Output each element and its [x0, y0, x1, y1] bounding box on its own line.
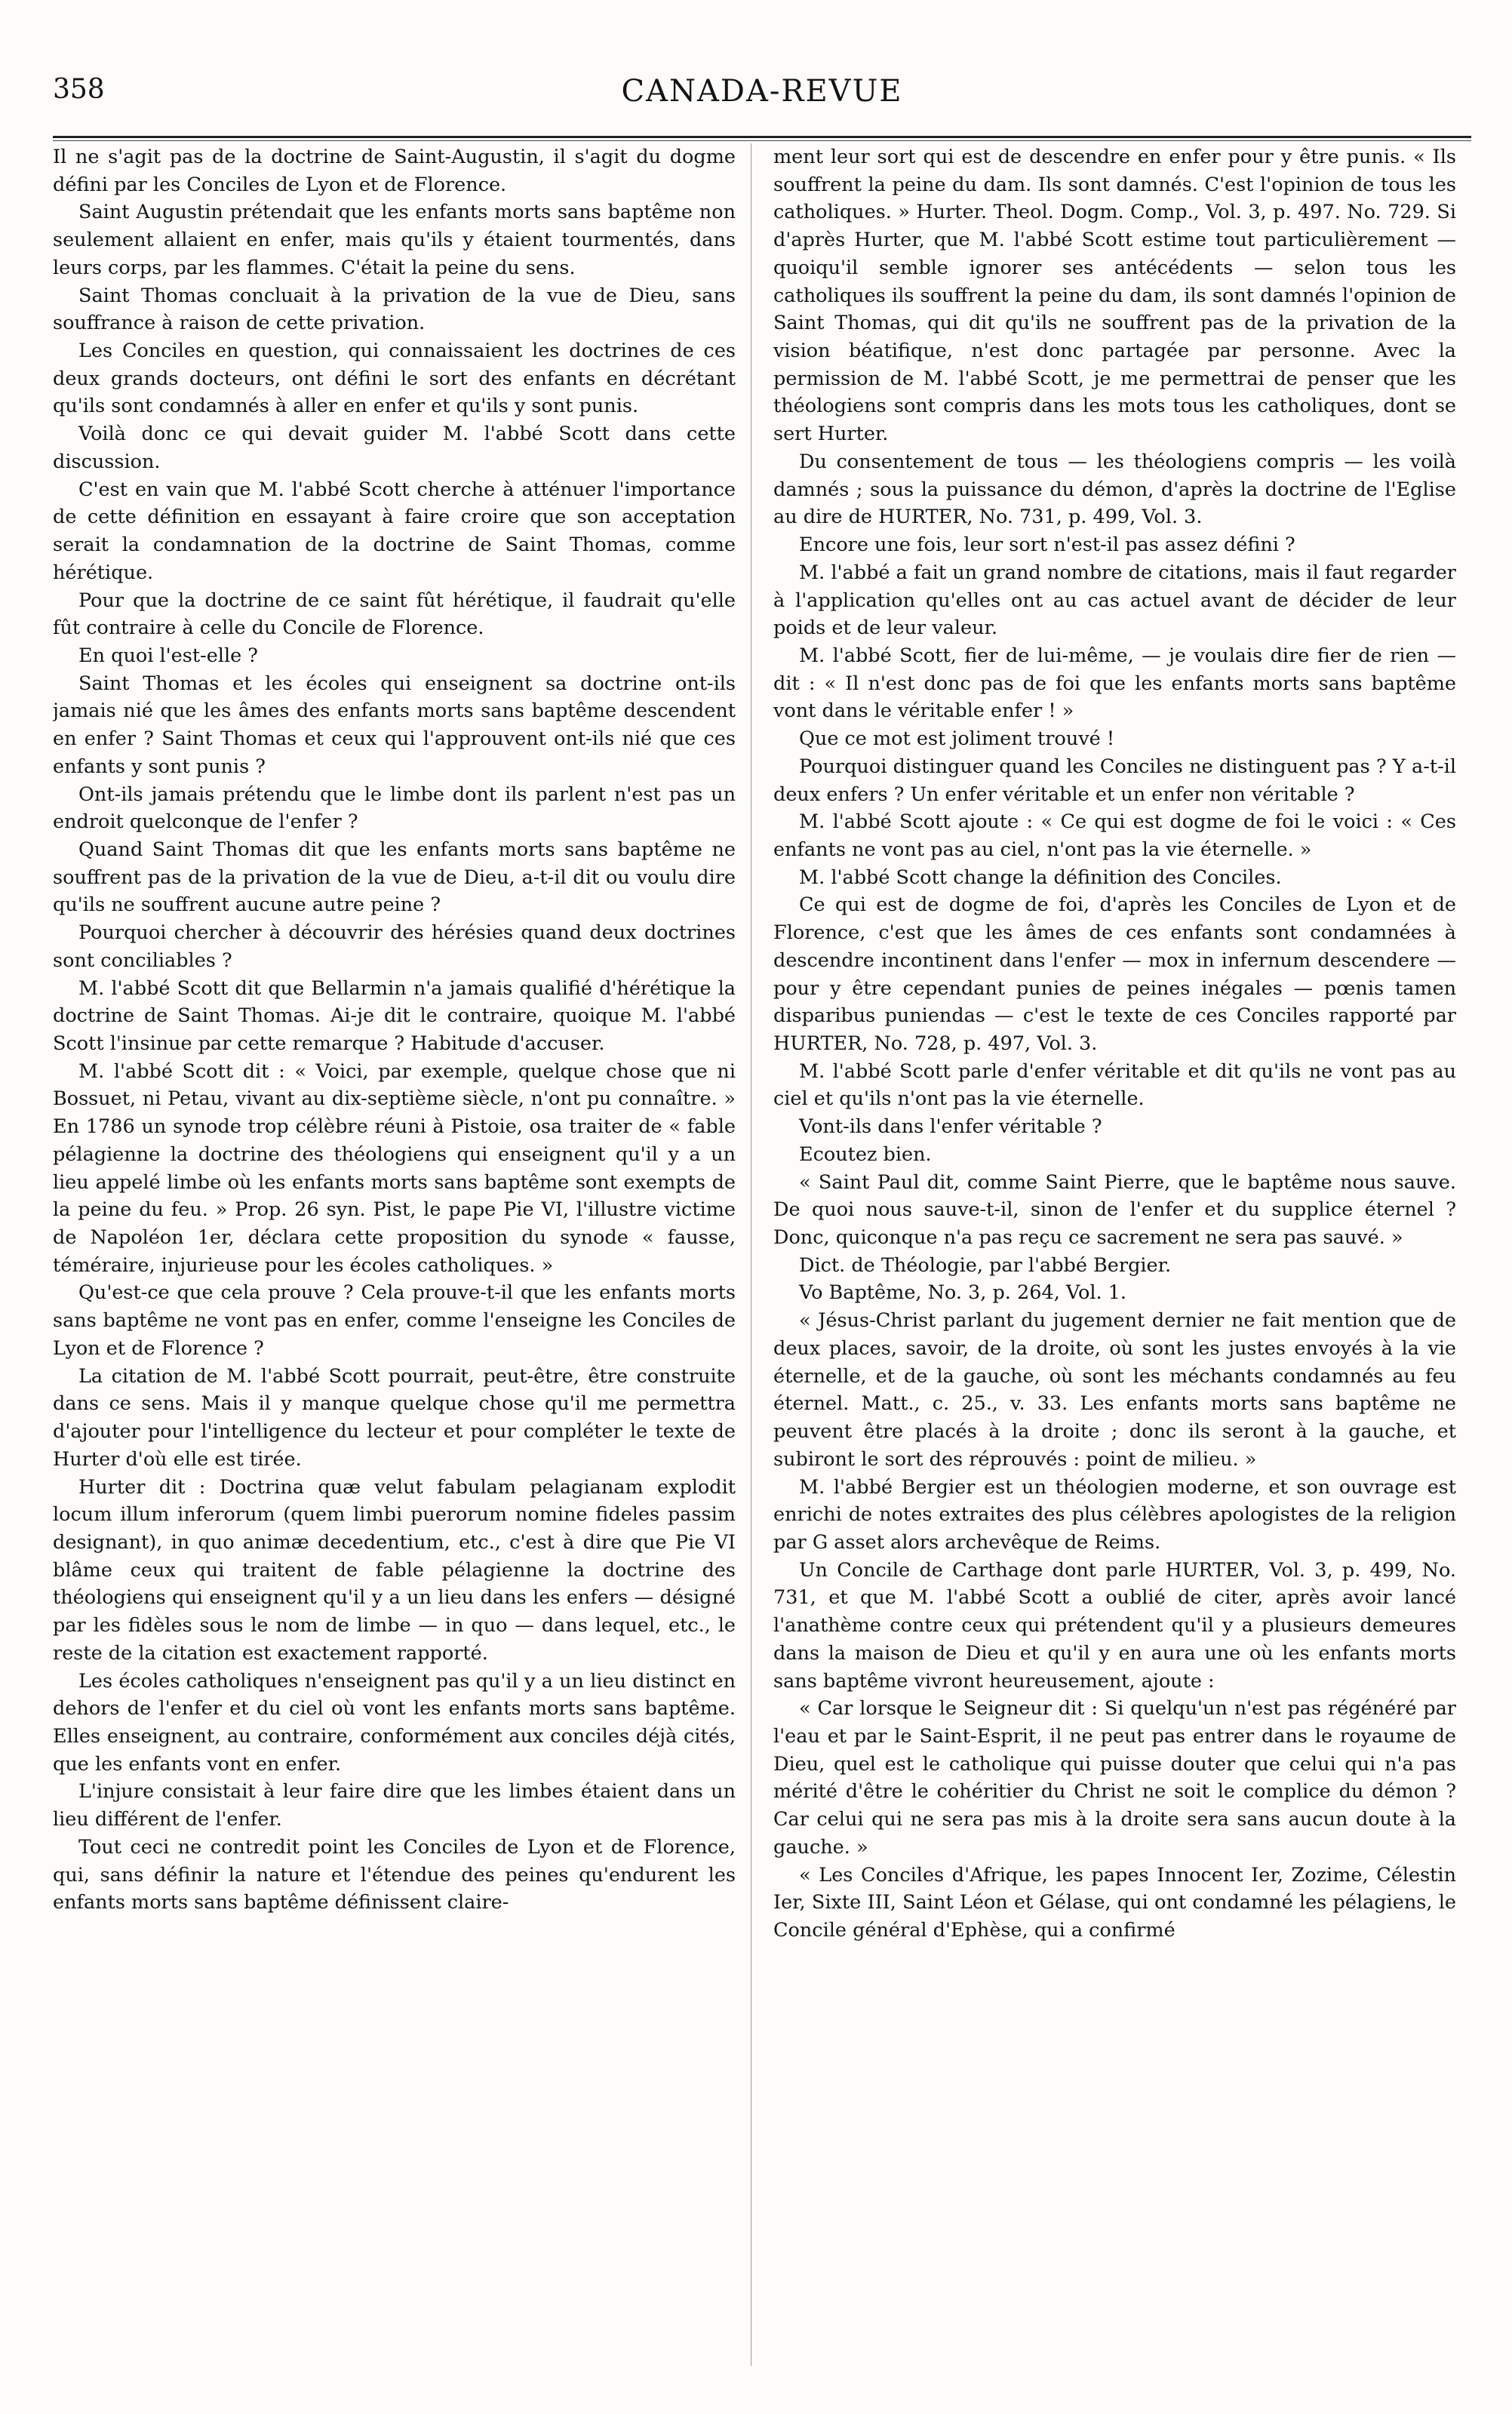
paragraph: Un Concile de Carthage dont parle HURTER, Vol. 3, p. 499, No. 731, et que M. l'abbé Scott a oublié de citer, après avoir lancé l'anathème contre ceux qui prétendent qu'il y a plusieurs demeures dans la maison de Dieu et qu'il y en aura une où les enfants morts sans baptême vivront heureusement, ajoute :: [773, 1558, 1456, 1693]
paragraph: M. l'abbé Scott change la définition des Conciles.: [799, 866, 1282, 889]
paragraph: Saint Thomas et les écoles qui enseignent sa doctrine ont-ils jamais nié que les âmes des enfants morts sans baptême descendent en enfer ? Saint Thomas et ceux qui l'approuvent ont-ils nié que ces enfants y sont punis ?: [53, 672, 736, 778]
header-rule: [53, 136, 1471, 138]
paragraph: Pour que la doctrine de ce saint fût hérétique, il faudrait qu'elle fût contraire à celle du Concile de Florence.: [53, 589, 736, 640]
paragraph: En quoi l'est-elle ?: [78, 644, 258, 667]
paragraph: Hurter dit : Doctrina quæ velut fabulam pelagianam explodit locum illum inferorum (quem limbi puerorum nomine fideles passim designant), in quo animæ decedentium, etc., c'est à dire que Pie VI blâme ceux qui traitent de fable pélagienne la doctrine des théologiens qui enseignent qu'il y a un lieu dans les enfers — désigné par les fidèles sous le nom de limbe — in quo — dans lequel, etc., le reste de la citation est exactement rapporté.: [53, 1475, 736, 1665]
paragraph: Ce qui est de dogme de foi, d'après les Conciles de Lyon et de Florence, c'est que les âmes de ces enfants sont condamnées à descendre incontinent dans l'enfer — mox in infernum descendere — pour y être cependant punies de peines inégales — pœnis tamen disparibus puniendas — c'est le texte de ces Conciles rapporté par HURTER, No. 728, p. 497, Vol. 3.: [773, 893, 1456, 1055]
paragraph: Quand Saint Thomas dit que les enfants morts sans baptême ne souffrent pas de la privation de la vue de Dieu, a-t-il dit ou voulu dire qu'ils ne souffrent aucune autre peine ?: [53, 838, 736, 917]
paragraph: M. l'abbé Scott parle d'enfer véritable et dit qu'ils ne vont pas au ciel et qu'ils n'ont pas la vie éternelle.: [773, 1059, 1456, 1111]
paragraph: M. l'abbé Scott dit que Bellarmin n'a jamais qualifié d'hérétique la doctrine de Saint Thomas. Ai-je dit le contraire, quoique M. l'abbé Scott l'insinue par cette remarque ? Habitude d'accuser.: [53, 976, 736, 1055]
paragraph: Voilà donc ce qui devait guider M. l'abbé Scott dans cette discussion.: [53, 423, 736, 473]
header-rule-thin: [53, 140, 1471, 141]
paragraph: « Les Conciles d'Afrique, les papes Innocent Ier, Zozime, Célestin Ier, Sixte III, Saint Léon et Gélase, qui ont condamné les pélagiens, le Concile général d'Ephèse, qui a confirmé: [773, 1863, 1456, 1942]
paragraph: Vo Baptême, No. 3, p. 264, Vol. 1.: [799, 1281, 1127, 1305]
paragraph: M. l'abbé Scott, fier de lui-même, — je voulais dire fier de rien — dit : « Il n'est donc pas de foi que les enfants morts sans baptême vont dans le véritable enfer ! »: [773, 644, 1456, 723]
page-header: [53, 74, 1471, 119]
paragraph: M. l'abbé Scott dit : « Voici, par exemple, quelque chose que ni Bossuet, ni Petau, vivant au dix-septième siècle, n'ont pu connaître. » En 1786 un synode trop célèbre réuni à Pistoie, osa traiter de « fable pélagienne la doctrine des théologiens qui enseignent qu'il y a un lieu appelé limbe où les enfants morts sans baptême sont exempts de la peine du feu. » Prop. 26 syn. Pist, le pape Pie VI, l'illustre victime de Napoléon 1er, déclara cette proposition du synode « fausse, téméraire, injurieuse pour les écoles catholiques. »: [53, 1059, 736, 1277]
paragraph: C'est en vain que M. l'abbé Scott cherche à atténuer l'importance de cette définition en essayant à faire croire que son acceptation serait la condamnation de la doctrine de Saint Thomas, comme hérétique.: [53, 478, 736, 584]
paragraph: Les Conciles en question, qui connaissaient les doctrines de ces deux grands docteurs, ont défini le sort des enfants en décrétant qu'ils sont condamnés à aller en enfer et qu'ils y sont punis.: [53, 340, 736, 418]
paragraph: Pourquoi chercher à découvrir des hérésies quand deux doctrines sont conciliables ?: [53, 921, 736, 972]
paragraph: M. l'abbé Scott ajoute : « Ce qui est dogme de foi le voici : « Ces enfants ne vont pas au ciel, n'ont pas la vie éternelle. »: [773, 810, 1456, 861]
paragraph: Ecoutez bien.: [799, 1142, 932, 1166]
left-column: [53, 143, 736, 2369]
paragraph: Tout ceci ne contredit point les Conciles de Lyon et de Florence, qui, sans définir la nature et l'étendue des peines qu'endurent les enfants morts sans baptême définissent claire-: [53, 1835, 736, 1914]
paragraph: « Jésus-Christ parlant du jugement dernier ne fait mention que de deux places, savoir, de la droite, où sont les justes envoyés à la vie éternelle, et de la gauche, où sont les méchants condamnés au feu éternel. Matt., c. 25., v. 33. Les enfants morts sans baptême ne peuvent être placés à la droite ; donc ils seront à la gauche, et subiront le sort des réprouvés : point de milieu. »: [773, 1309, 1456, 1471]
paragraph: Les écoles catholiques n'enseignent pas qu'il y a un lieu distinct en dehors de l'enfer et du ciel où vont les enfants morts sans baptême. Elles enseignent, au contraire, conformément aux conciles déjà cités, que les enfants vont en enfer.: [53, 1669, 736, 1776]
paragraph: L'injure consistait à leur faire dire que les limbes étaient dans un lieu différent de l'enfer.: [53, 1780, 736, 1831]
paragraph: Que ce mot est joliment trouvé !: [799, 727, 1115, 751]
paragraph: ment leur sort qui est de descendre en enfer pour y être punis. « Ils souffrent la peine du dam. Ils sont damnés. C'est l'opinion de tous les catholiques. » Hurter. Theol. Dogm. Comp., Vol. 3, p. 497. No. 729. Si d'après Hurter, que M. l'abbé Scott estime tout particulièrement — quoiqu'il semble ignorer ses antécédents — selon tous les catholiques ils souffrent la peine du dam, ils sont damnés l'opinion de Saint Thomas, qui dit qu'ils ne souffrent pas de la privation de la vision béatifique, n'est donc partagée par personne. Avec la permission de M. l'abbé Scott, je me permettrai de penser que les théologiens sont compris dans les mots tous les catholiques, dont se sert Hurter.: [773, 146, 1456, 446]
paragraph: « Car lorsque le Seigneur dit : Si quelqu'un n'est pas régénéré par l'eau et par le Saint-Esprit, il ne peut pas entrer dans le royaume de Dieu, quel est le catholique qui puisse douter que celui qui n'a pas mérité d'être le cohéritier du Christ ne soit le complice du démon ? Car celui qui ne sera pas mis à la droite sera sans aucun doute à la gauche. »: [773, 1697, 1456, 1859]
paragraph: Du consentement de tous — les théologiens compris — les voilà damnés ; sous la puissance du démon, d'après la doctrine de l'Eglise au dire de HURTER, No. 731, p. 499, Vol. 3.: [773, 450, 1456, 529]
running-title: CANADA-REVUE: [621, 74, 903, 109]
paragraph: Il ne s'agit pas de la doctrine de Saint-Augustin, il s'agit du dogme défini par les Conciles de Lyon et de Florence.: [53, 146, 736, 196]
paragraph: Encore une fois, leur sort n'est-il pas assez défini ?: [799, 534, 1295, 557]
paragraph: Qu'est-ce que cela prouve ? Cela prouve-t-il que les enfants morts sans baptême ne vont pas en enfer, comme l'enseigne les Conciles de Lyon et de Florence ?: [53, 1281, 736, 1360]
paragraph: Saint Augustin prétendait que les enfants morts sans baptême non seulement allaient en enfer, mais qu'ils y étaient tourmentés, dans leurs corps, par les flammes. C'était la peine du sens.: [53, 201, 736, 279]
paragraph: « Saint Paul dit, comme Saint Pierre, que le baptême nous sauve. De quoi nous sauve-t-il, sinon de l'enfer et du supplice éternel ? Donc, quiconque n'a pas reçu ce sacrement ne sera pas sauvé. »: [773, 1170, 1456, 1250]
paragraph: M. l'abbé Bergier est un théologien moderne, et son ouvrage est enrichi de notes extraites des plus célèbres apologistes de la religion par G asset alors archevêque de Reims.: [773, 1475, 1456, 1554]
paragraph: M. l'abbé a fait un grand nombre de citations, mais il faut regarder à l'application qu'elles ont au cas actuel avant de décider de leur poids et de leur valeur.: [773, 561, 1456, 640]
paragraph: Dict. de Théologie, par l'abbé Bergier.: [799, 1253, 1172, 1277]
paragraph: Saint Thomas concluait à la privation de la vue de Dieu, sans souffrance à raison de cette privation.: [53, 284, 736, 335]
paragraph: La citation de M. l'abbé Scott pourrait, peut-être, être construite dans ce sens. Mais il y manque quelque chose qu'il me permettra d'ajouter pour l'intelligence du lecteur et pour compléter le texte de Hurter d'où elle est tirée.: [53, 1364, 736, 1471]
paragraph: Vont-ils dans l'enfer véritable ?: [799, 1115, 1102, 1139]
paragraph: Pourquoi distinguer quand les Conciles ne distinguent pas ? Y a-t-il deux enfers ? Un enfer véritable et un enfer non véritable ?: [773, 755, 1456, 806]
right-column: [773, 143, 1456, 2369]
paragraph: Ont-ils jamais prétendu que le limbe dont ils parlent n'est pas un endroit quelconque de l'enfer ?: [53, 783, 736, 834]
page-number: 358: [53, 74, 105, 105]
